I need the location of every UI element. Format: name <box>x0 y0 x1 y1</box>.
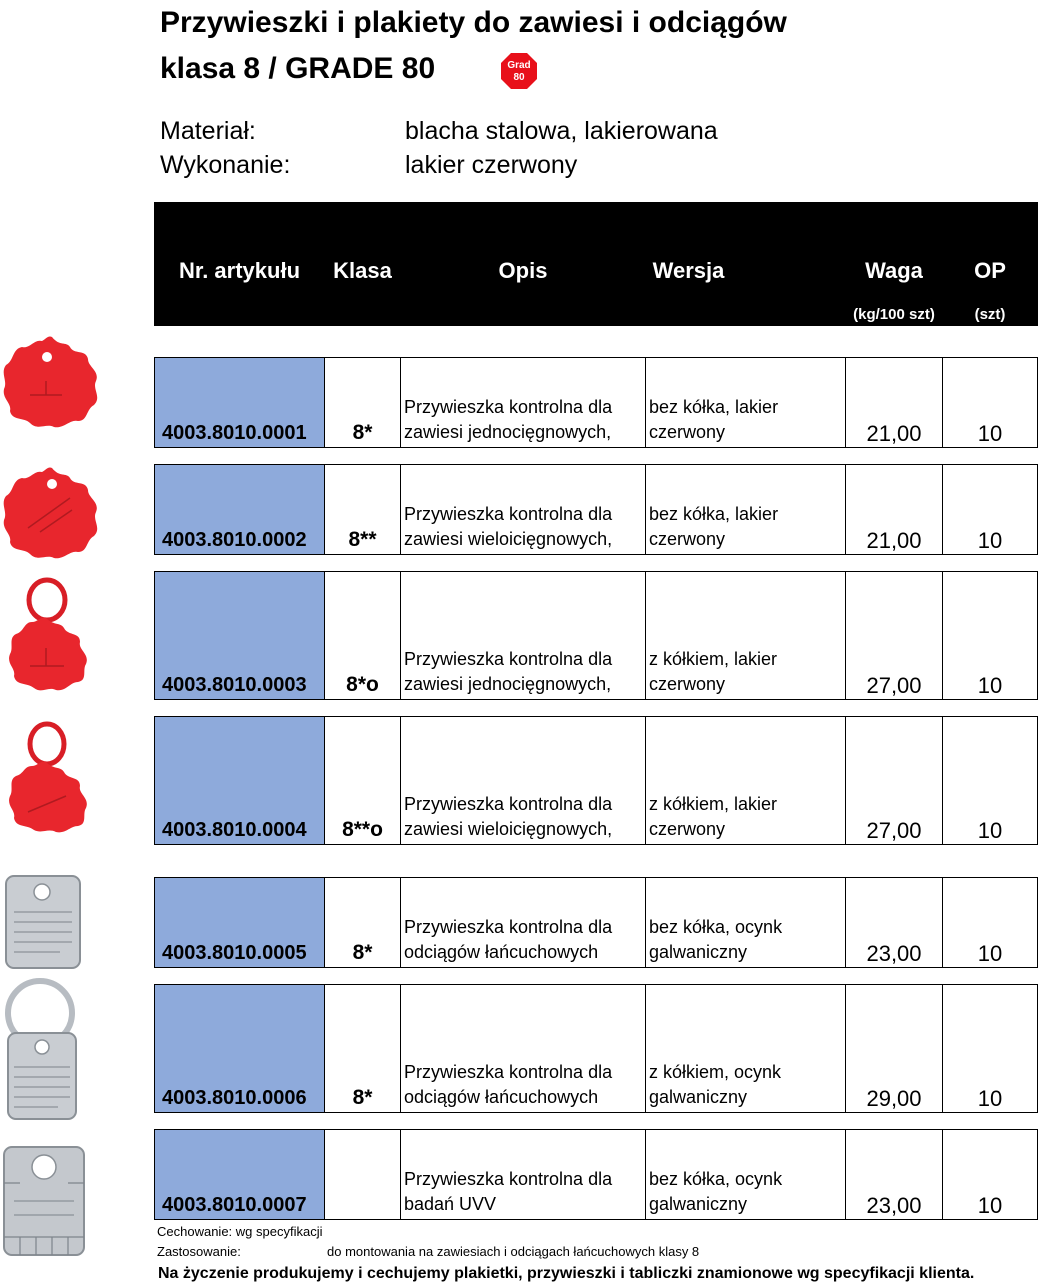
desc-line1: Przywieszka kontrolna dla <box>404 397 613 417</box>
red-tag-with-ring-icon <box>0 716 95 834</box>
desc-line2: zawiesi wieloicięgnowych, <box>404 529 613 549</box>
desc-line1: Przywieszka kontrolna dla <box>404 1062 613 1082</box>
desc-line2: zawiesi jednocięgnowych, <box>404 422 612 442</box>
desc-line1: Przywieszka kontrolna dla <box>404 504 613 524</box>
page-subtitle: klasa 8 / GRADE 80 <box>160 52 436 85</box>
header-desc: Opis <box>498 258 548 283</box>
spec-material-value: blacha stalowa, lakierowana <box>405 117 718 145</box>
weight-value: 23,00 <box>866 1193 922 1218</box>
version-line1: bez kółka, ocynk <box>649 1169 783 1189</box>
weight-value: 27,00 <box>866 818 922 843</box>
article-number: 4003.8010.0006 <box>162 1087 307 1109</box>
article-number: 4003.8010.0005 <box>162 942 307 964</box>
op-value: 10 <box>977 673 1003 698</box>
version-line2: galwaniczny <box>649 1194 748 1214</box>
table-row <box>154 877 1038 968</box>
article-number: 4003.8010.0004 <box>162 819 307 841</box>
version-line2: galwaniczny <box>649 1087 748 1107</box>
header-article: Nr. artykułu <box>178 258 301 283</box>
article-number: 4003.8010.0007 <box>162 1194 307 1216</box>
desc-line2: odciągów łańcuchowych <box>404 942 599 962</box>
table-row <box>154 984 1038 1113</box>
class-value: 8** <box>348 528 377 551</box>
desc-line1: Przywieszka kontrolna dla <box>404 1169 613 1189</box>
class-value: 8* <box>352 421 373 444</box>
table-row <box>154 357 1038 448</box>
class-value: 8*o <box>346 673 379 696</box>
badge-line1: Grad <box>507 60 531 71</box>
footer-usage-label: Zastosowanie: <box>157 1244 241 1259</box>
op-value: 10 <box>977 1193 1003 1218</box>
article-number: 4003.8010.0002 <box>162 529 307 551</box>
version-line1: z kółkiem, lakier <box>649 649 778 669</box>
class-value: 8* <box>352 941 373 964</box>
desc-line2: badań UVV <box>404 1194 497 1214</box>
footer-usage-value: do montowania na zawiesiach i odciągach łańcuchowych klasy 8 <box>327 1244 700 1259</box>
header-weight-unit: (kg/100 szt) <box>853 306 935 323</box>
silver-uvv-plate-icon <box>0 1145 88 1257</box>
version-line2: czerwony <box>649 674 726 694</box>
version-line2: czerwony <box>649 422 726 442</box>
op-value: 10 <box>977 818 1003 843</box>
class-value: 8* <box>352 1086 373 1109</box>
red-tag-with-ring-icon <box>0 576 95 694</box>
header-class: Klasa <box>333 258 392 283</box>
desc-line2: odciągów łańcuchowych <box>404 1087 599 1107</box>
version-line2: czerwony <box>649 819 726 839</box>
version-line1: bez kółka, lakier <box>649 397 779 417</box>
weight-value: 21,00 <box>866 528 922 553</box>
spec-material-label: Materiał: <box>160 117 256 145</box>
version-line1: bez kółka, ocynk <box>649 917 783 937</box>
spec-finish-label: Wykonanie: <box>160 151 291 179</box>
weight-value: 23,00 <box>866 941 922 966</box>
article-number: 4003.8010.0003 <box>162 674 307 696</box>
version-line1: z kółkiem, lakier <box>649 794 778 814</box>
op-value: 10 <box>977 941 1003 966</box>
weight-value: 29,00 <box>866 1086 922 1111</box>
article-number: 4003.8010.0001 <box>162 422 307 444</box>
silver-plate-icon <box>0 872 85 972</box>
header-weight: Waga <box>865 258 923 283</box>
version-line1: z kółkiem, ocynk <box>649 1062 782 1082</box>
header-op-unit: (szt) <box>974 306 1006 323</box>
weight-value: 21,00 <box>866 421 922 446</box>
desc-line1: Przywieszka kontrolna dla <box>404 649 613 669</box>
version-line2: galwaniczny <box>649 942 748 962</box>
table-row <box>154 716 1038 845</box>
op-value: 10 <box>977 1086 1003 1111</box>
desc-line2: zawiesi wieloicięgnowych, <box>404 819 613 839</box>
table-row <box>154 464 1038 555</box>
op-value: 10 <box>977 421 1003 446</box>
spec-finish-value: lakier czerwony <box>405 151 578 179</box>
version-line2: czerwony <box>649 529 726 549</box>
desc-line1: Przywieszka kontrolna dla <box>404 917 613 937</box>
op-value: 10 <box>977 528 1003 553</box>
weight-value: 27,00 <box>866 673 922 698</box>
badge-line2: 80 <box>513 72 525 83</box>
footer-note: Na życzenie produkujemy i cechujemy plakietki, przywieszki i tabliczki znamionowe wg specyfikacji klienta. <box>158 1265 975 1282</box>
grade-80-badge-icon <box>500 52 538 90</box>
table-header <box>154 202 1038 326</box>
footer-marking: Cechowanie: wg specyfikacji <box>157 1224 323 1239</box>
header-op: OP <box>974 258 1006 283</box>
red-tag-icon <box>0 464 105 562</box>
page-title: Przywieszki i plakiety do zawiesi i odciągów <box>160 6 787 39</box>
desc-line1: Przywieszka kontrolna dla <box>404 794 613 814</box>
class-value: 8**o <box>342 818 383 841</box>
header-version: Wersja <box>652 258 725 283</box>
table-row <box>154 1129 1038 1220</box>
red-tag-icon <box>0 333 105 431</box>
version-line1: bez kółka, lakier <box>649 504 779 524</box>
desc-line2: zawiesi jednocięgnowych, <box>404 674 612 694</box>
silver-plate-with-ring-icon <box>0 975 85 1123</box>
table-row <box>154 571 1038 700</box>
